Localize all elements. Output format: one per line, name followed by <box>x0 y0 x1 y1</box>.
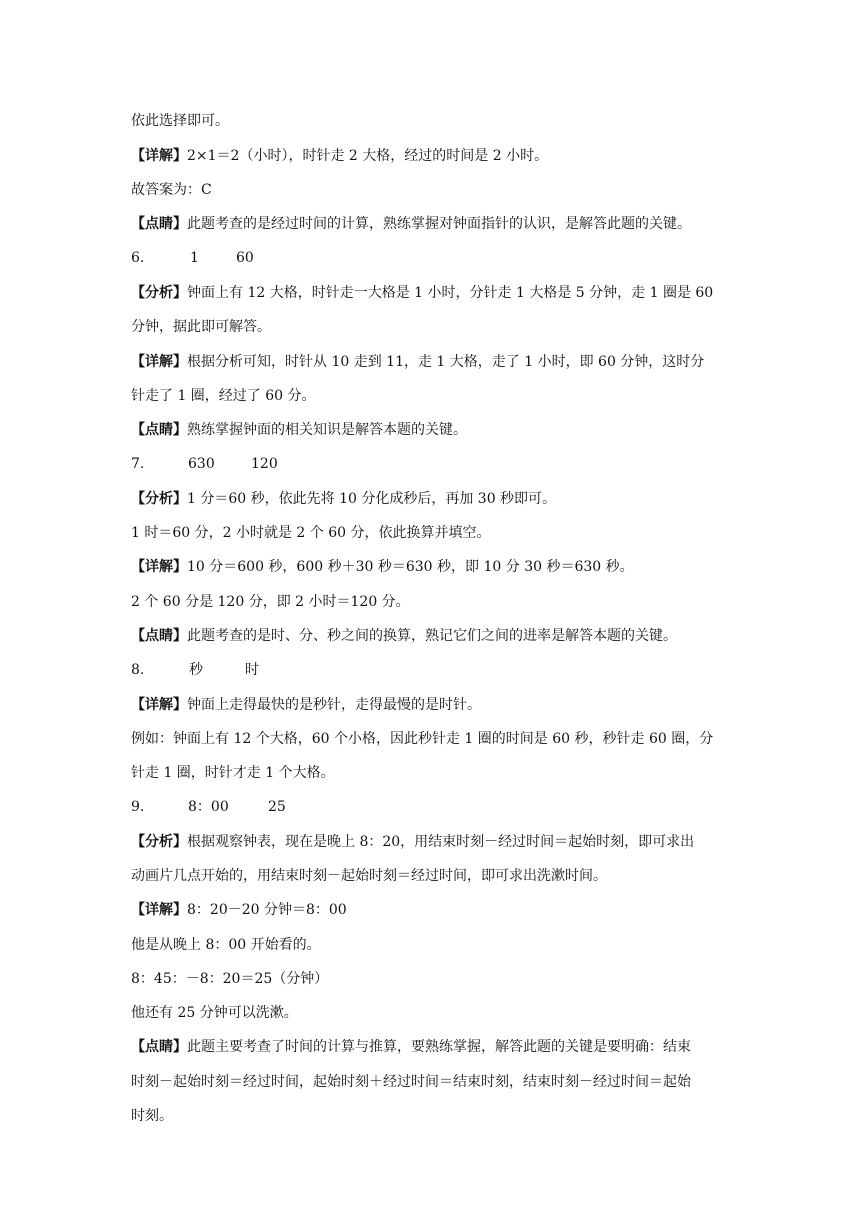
detail-line: 【详解】8：20－20 分钟＝8：00 <box>131 902 347 918</box>
answer-blank-1: 630 <box>188 456 215 472</box>
text-line: 2 个 60 分是 120 分，即 2 小时＝120 分。 <box>131 594 410 610</box>
answer-line: 故答案为：C <box>131 182 212 198</box>
text-line: 时刻。 <box>131 1108 173 1124</box>
text-line: 例如：钟面上有 12 个大格，60 个小格，因此秒针走 1 圈的时间是 60 秒，秒针走 60 圈，分 <box>131 731 714 747</box>
question-number: 9. <box>131 799 145 815</box>
question-6-answers <box>131 248 741 268</box>
comment-line: 【点睛】熟练掌握钟面的相关知识是解答本题的关键。 <box>131 422 467 438</box>
text-line: 针走 1 圈，时针才走 1 个大格。 <box>131 765 335 781</box>
detail-line: 【详解】根据分析可知，时针从 10 走到 11，走 1 大格，走了 1 小时，即 60 分钟，这时分 <box>131 354 705 370</box>
comment-tag: 【点睛】 <box>131 628 187 644</box>
answer-blank-1: 1 <box>190 250 199 266</box>
comment-line: 【点睛】此题考查的是时、分、秒之间的换算，熟记它们之间的进率是解答本题的关键。 <box>131 628 677 644</box>
detail-tag: 【详解】 <box>131 697 187 713</box>
analysis-tag: 【分析】 <box>131 285 187 301</box>
question-number: 6. <box>131 250 145 266</box>
detail-line: 【详解】2×1＝2（小时），时针走 2 大格，经过的时间是 2 小时。 <box>131 148 549 164</box>
text-line: 动画片几点开始的，用结束时刻－起始时刻＝经过时间，即可求出洗漱时间。 <box>131 868 607 884</box>
detail-tag: 【详解】 <box>131 354 187 370</box>
question-9-answers <box>131 797 741 817</box>
detail-line: 【详解】钟面上走得最快的是秒针，走得最慢的是时针。 <box>131 697 481 713</box>
text-line: 他还有 25 分钟可以洗漱。 <box>131 1005 298 1021</box>
analysis-tag: 【分析】 <box>131 834 187 850</box>
answer-blank-2: 120 <box>251 456 278 472</box>
comment-line: 【点睛】此题主要考查了时间的计算与推算，要熟练掌握，解答此题的关键是要明确：结束 <box>131 1039 691 1055</box>
text-line: 分钟，据此即可解答。 <box>131 319 271 335</box>
analysis-line: 【分析】根据观察钟表，现在是晚上 8：20，用结束时刻－经过时间＝起始时刻，即可求出 <box>131 834 695 850</box>
comment-tag: 【点睛】 <box>131 422 187 438</box>
analysis-tag: 【分析】 <box>131 491 187 507</box>
text-line: 8：45：－8：20＝25（分钟） <box>131 971 329 987</box>
answer-blank-2: 时 <box>245 662 259 678</box>
detail-tag: 【详解】 <box>131 559 187 575</box>
text-line: 时刻－起始时刻＝经过时间，起始时刻＋经过时间＝结束时刻，结束时刻－经过时间＝起始 <box>131 1074 691 1090</box>
text-line: 针走了 1 圈，经过了 60 分。 <box>131 388 316 404</box>
comment-tag: 【点睛】 <box>131 216 187 232</box>
comment-tag: 【点睛】 <box>131 1039 187 1055</box>
comment-line: 【点睛】此题考查的是经过时间的计算，熟练掌握对钟面指针的认识，是解答此题的关键。 <box>131 216 691 232</box>
text-line: 他是从晚上 8：00 开始看的。 <box>131 937 321 953</box>
question-7-answers <box>131 454 741 474</box>
analysis-line: 【分析】1 分＝60 秒，依此先将 10 分化成秒后，再加 30 秒即可。 <box>131 491 557 507</box>
text-line: 依此选择即可。 <box>131 113 229 129</box>
detail-tag: 【详解】 <box>131 902 187 918</box>
analysis-line: 【分析】钟面上有 12 大格，时针走一大格是 1 小时，分针走 1 大格是 5 分钟，走 1 圈是 60 <box>131 285 714 301</box>
question-8-answers <box>131 660 741 680</box>
answer-blank-1: 秒 <box>189 662 203 678</box>
question-number: 7. <box>131 456 145 472</box>
question-number: 8. <box>131 662 145 678</box>
text-line: 1 时＝60 分，2 小时就是 2 个 60 分，依此换算并填空。 <box>131 525 491 541</box>
answer-blank-1: 8：00 <box>188 799 229 815</box>
answer-blank-2: 25 <box>268 799 286 815</box>
detail-line: 【详解】10 分＝600 秒，600 秒＋30 秒＝630 秒，即 10 分 30 秒＝630 秒。 <box>131 559 634 575</box>
answer-blank-2: 60 <box>236 250 254 266</box>
detail-tag: 【详解】 <box>131 148 187 164</box>
